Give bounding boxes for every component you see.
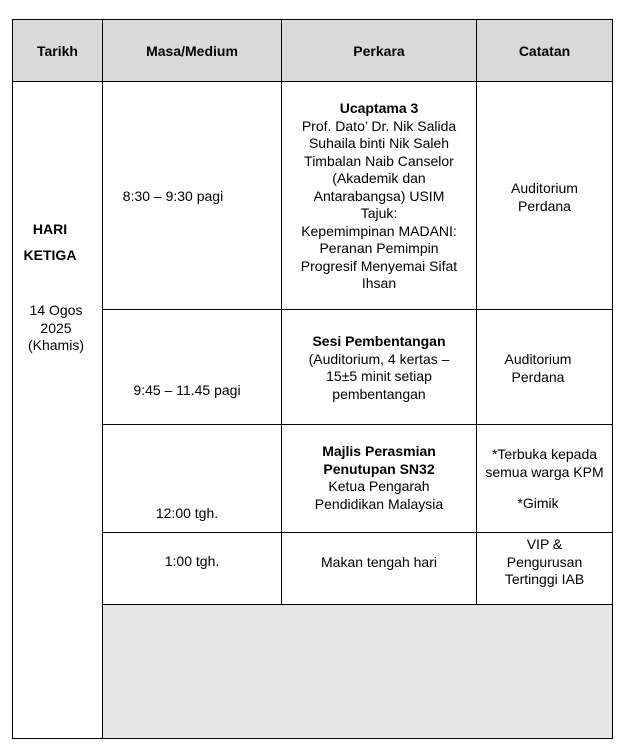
grid-line	[12, 19, 13, 739]
note-line: Pengurusan	[506, 553, 583, 570]
activity-line: Timbalan Naib Canselor	[304, 152, 454, 169]
day-date	[13, 302, 99, 355]
header-perkara: Perkara	[353, 43, 405, 59]
row-3-title-line: Penutupan SN32	[323, 460, 435, 477]
day-date-line: (Khamis)	[27, 337, 84, 353]
note-line: VIP &	[526, 536, 563, 552]
note-line: Perdana	[511, 368, 565, 385]
header-catatan: Catatan	[518, 43, 571, 59]
activity-line: Ihsan	[361, 275, 397, 291]
activity-line: (Akademik dan	[332, 170, 426, 186]
day-label-line: HARI	[32, 221, 68, 237]
header-tarikh: Tarikh	[37, 43, 78, 59]
activity-line: Ketua Pengarah	[328, 478, 430, 494]
row-1-note	[477, 180, 612, 215]
grid-line	[102, 532, 613, 533]
activity-line: Peranan Pemimpin	[319, 240, 439, 256]
row-2-note	[477, 351, 599, 386]
note-line: Auditorium	[511, 180, 578, 196]
row-1-activity	[282, 100, 476, 293]
day-date-line: 2025	[40, 319, 72, 336]
row-3-time: 12:00 tgh.	[155, 505, 219, 521]
activity-line: (Auditorium, 4 kertas –	[308, 350, 450, 367]
row-1-title: Ucaptama 3	[339, 100, 419, 116]
row-3-title-line: Majlis Perasmian	[322, 443, 436, 459]
grid-line	[102, 19, 103, 739]
grid-line	[102, 604, 613, 605]
day-label-line: KETIGA	[23, 247, 77, 263]
row-4-activity: Makan tengah hari	[321, 554, 437, 570]
activity-line: Pendidikan Malaysia	[314, 495, 444, 512]
activity-line: Progresif Menyemai Sifat	[300, 257, 458, 274]
row-2-activity	[282, 333, 476, 403]
row-4-time: 1:00 tgh.	[164, 553, 220, 569]
grid-line	[612, 19, 613, 739]
day-label	[13, 216, 87, 268]
grid-line	[102, 309, 613, 310]
header-masa-medium: Masa/Medium	[146, 43, 238, 59]
activity-line: Suhaila binti Nik Saleh	[308, 135, 450, 151]
note-line: *Terbuka kepada	[491, 446, 598, 462]
activity-line: Prof. Dato’ Dr. Nik Salida	[301, 117, 457, 134]
row-1-time: 8:30 – 9:30 pagi	[122, 188, 224, 204]
activity-line: Tajuk:	[360, 205, 398, 221]
row-2-time: 9:45 – 11.45 pagi	[133, 382, 241, 398]
empty-filler-area	[103, 604, 612, 738]
grid-line	[102, 424, 613, 425]
day-date-line: 14 Ogos	[29, 302, 83, 318]
note-line: Tertinggi IAB	[504, 571, 585, 587]
activity-line: Antarabangsa) USIM	[313, 187, 445, 204]
activity-line: Kepemimpinan MADANI:	[301, 222, 457, 239]
row-2-title: Sesi Pembentangan	[312, 333, 446, 349]
row-3-activity	[282, 443, 476, 513]
row-4-note	[477, 536, 612, 589]
note-line: Auditorium	[504, 351, 572, 367]
activity-line: 15±5 minit setiap	[326, 368, 432, 384]
note-line: semua warga KPM	[485, 463, 604, 480]
note-line: Perdana	[518, 197, 571, 214]
grid-line	[476, 19, 477, 605]
activity-line: pembentangan	[332, 385, 426, 402]
row-3-note	[477, 446, 612, 481]
row-3-note-extra: *Gimik	[517, 495, 559, 511]
